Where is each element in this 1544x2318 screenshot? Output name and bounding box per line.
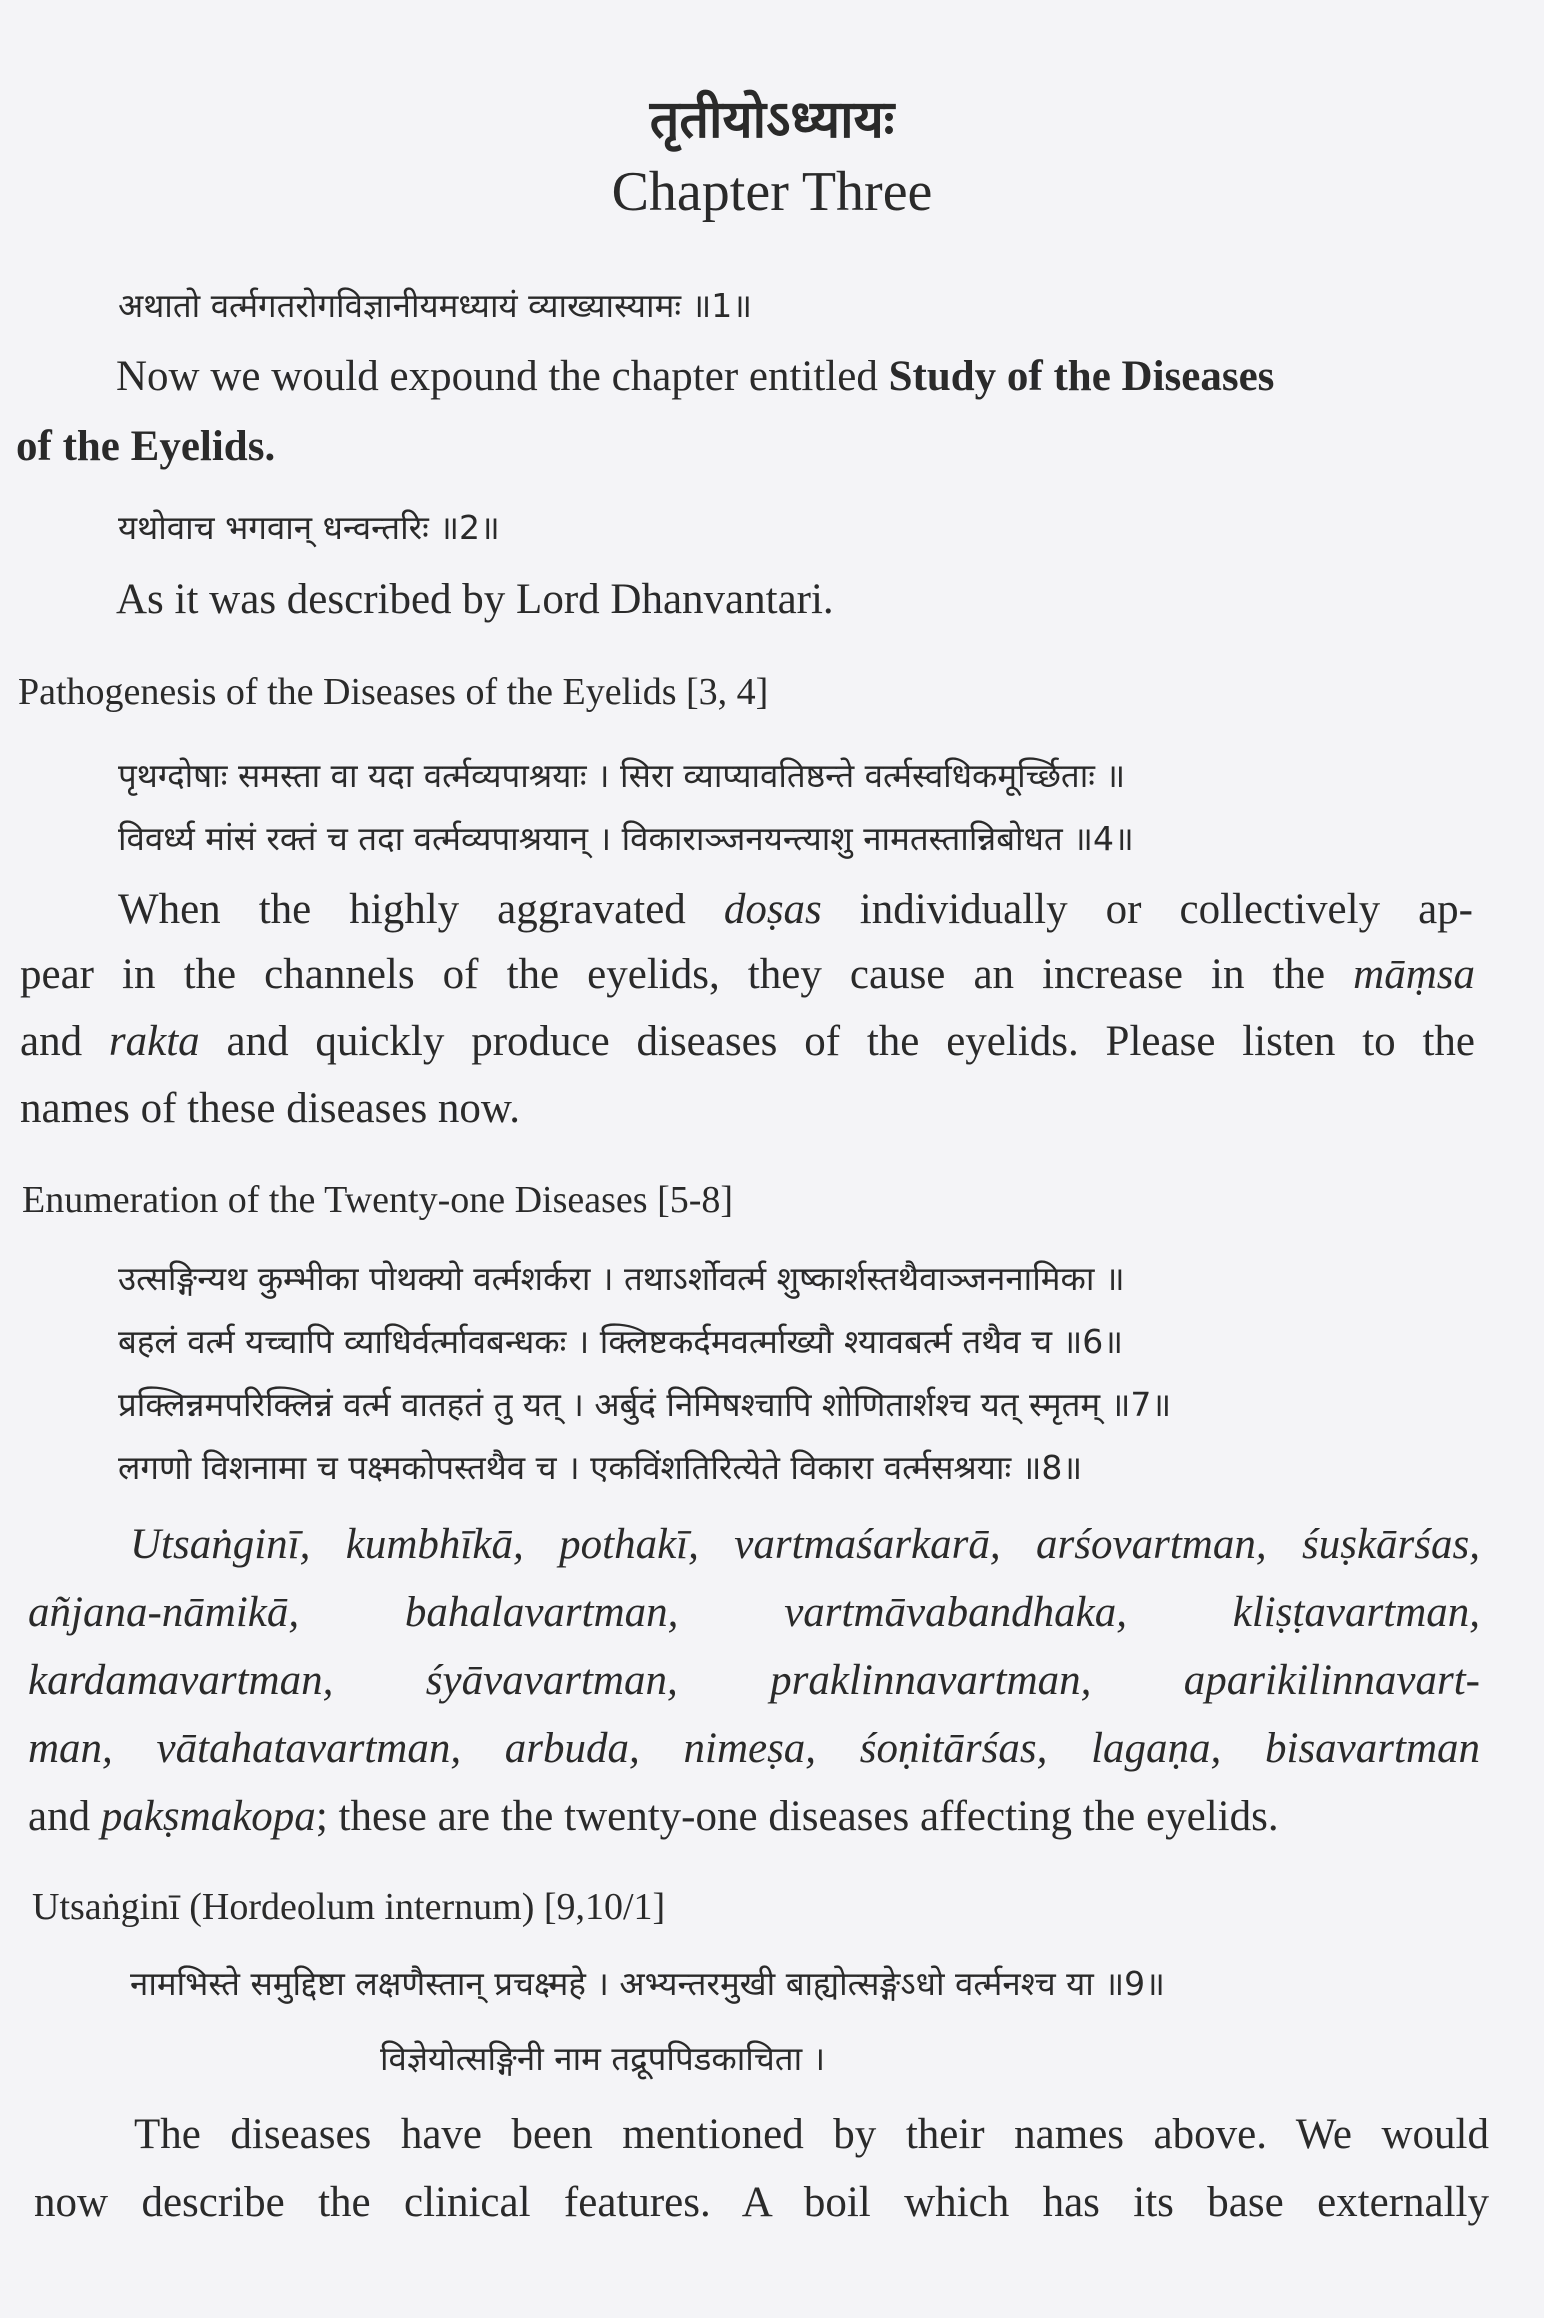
chapter-name-part-1: Study of the Diseases: [888, 353, 1275, 400]
section-heading-enumeration: Enumeration of the Twenty-one Diseases [5-8]: [22, 1179, 734, 1221]
intro-line-1: [116, 352, 1274, 401]
verse-4: विवर्ध्य मांसं रक्तं च तदा वर्त्मव्यपाश्रयान् । विकाराञ्जनयन्त्याशु नामतस्तान्निबोधत ॥4॥: [118, 819, 1134, 858]
pathogenesis-line-4: names of these diseases now.: [20, 1085, 520, 1132]
section-heading-utsangini: Utsaṅginī (Hordeolum internum) [9,10/1]: [32, 1886, 666, 1928]
text: and: [20, 1018, 109, 1065]
chapter-title-english: Chapter Three: [611, 161, 933, 223]
verse-1: अथातो वर्त्मगतरोगविज्ञानीयमध्यायं व्याख्यास्यामः ॥1॥: [118, 286, 753, 325]
verse-2: यथोवाच भगवान् धन्वन्तरिः ॥2॥: [118, 508, 500, 547]
term-paksmakopa: pakṣmakopa: [100, 1793, 316, 1840]
section-heading-pathogenesis: Pathogenesis of the Diseases of the Eyelids [3, 4]: [18, 671, 769, 713]
verse-7: प्रक्लिन्नमपरिक्लिन्नं वर्त्म वातहतं तु यत् । अर्बुदं निमिषश्चापि शोणितार्शश्च यत् स्मृतम् ॥7॥: [118, 1385, 1172, 1424]
text: When the highly aggravated: [118, 886, 724, 933]
enumeration-line-3: kardamavartman, śyāvavartman, praklinnavartman, aparikilinnavart-: [28, 1657, 1480, 1704]
pathogenesis-line-3: [20, 1017, 1475, 1066]
term-rakta: rakta: [108, 1018, 200, 1065]
text: pear in the channels of the eyelids, they cause an increase in the: [20, 951, 1354, 998]
utsangini-line-2: now describe the clinical features. A boil which has its base externally: [34, 2179, 1489, 2226]
verse-10: विज्ञेयोत्सङ्गिनी नाम तद्रूपपिडकाचिता ।: [380, 2039, 826, 2078]
verse-8: लगणो विशनामा च पक्ष्मकोपस्तथैव च । एकविंशतिरित्येते विकारा वर्त्मसश्रयाः ॥8॥: [118, 1448, 1083, 1487]
intro-text: Now we would expound the chapter entitled: [116, 353, 889, 400]
text: individually or collectively ap-: [821, 886, 1473, 933]
text: and: [28, 1793, 101, 1840]
enumeration-line-2: añjana-nāmikā, bahalavartman, vartmāvabandhaka, kliṣṭavartman,: [28, 1589, 1480, 1636]
utsangini-line-1: The diseases have been mentioned by their names above. We would: [134, 2111, 1489, 2158]
verse-6: बहलं वर्त्म यच्चापि व्याधिर्वर्त्मावबन्धकः । क्लिष्टकर्दमवर्त्माख्यौ श्यावबर्त्म तथैव च ॥6॥: [118, 1322, 1124, 1361]
enumeration-line-1: Utsaṅginī, kumbhīkā, pothakī, vartmaśarkarā, arśovartman, śuṣkārśas,: [130, 1521, 1480, 1568]
text: ; these are the twenty-one diseases affecting the eyelids.: [315, 1793, 1279, 1840]
chapter-name-part-2: of the Eyelids.: [16, 423, 276, 470]
pathogenesis-line-1: [118, 885, 1473, 934]
text: and quickly produce diseases of the eyelids. Please listen to the: [199, 1018, 1475, 1065]
term-dosas: doṣas: [723, 886, 822, 933]
verse-5: उत्सङ्गिन्यथ कुम्भीका पोथक्यो वर्त्मशर्करा । तथाऽर्शोवर्त्म शुष्कार्शस्तथैवाञ्जननामिका ॥: [118, 1259, 1125, 1298]
term-mamsa: māṃsa: [1353, 951, 1475, 998]
verse-3: पृथग्दोषाः समस्ता वा यदा वर्त्मव्यपाश्रयाः । सिरा व्याप्यावतिष्ठन्ते वर्त्मस्वधिकमूर्च्छिताः ॥: [118, 756, 1126, 795]
enumeration-line-5: [28, 1792, 1279, 1841]
described-by: As it was described by Lord Dhanvantari.: [116, 576, 834, 623]
chapter-title-devanagari: तृतीयोऽध्यायः: [649, 92, 895, 149]
enumeration-line-4: man, vātahatavartman, arbuda, nimeṣa, śoṇitārśas, lagaṇa, bisavartman: [28, 1725, 1480, 1772]
verse-9: नामभिस्ते समुद्दिष्टा लक्षणैस्तान् प्रचक्ष्महे । अभ्यन्तरमुखी बाह्योत्सङ्गेऽधो वर्त्मनश्च या ॥9॥: [130, 1964, 1165, 2003]
pathogenesis-line-2: [20, 950, 1475, 999]
